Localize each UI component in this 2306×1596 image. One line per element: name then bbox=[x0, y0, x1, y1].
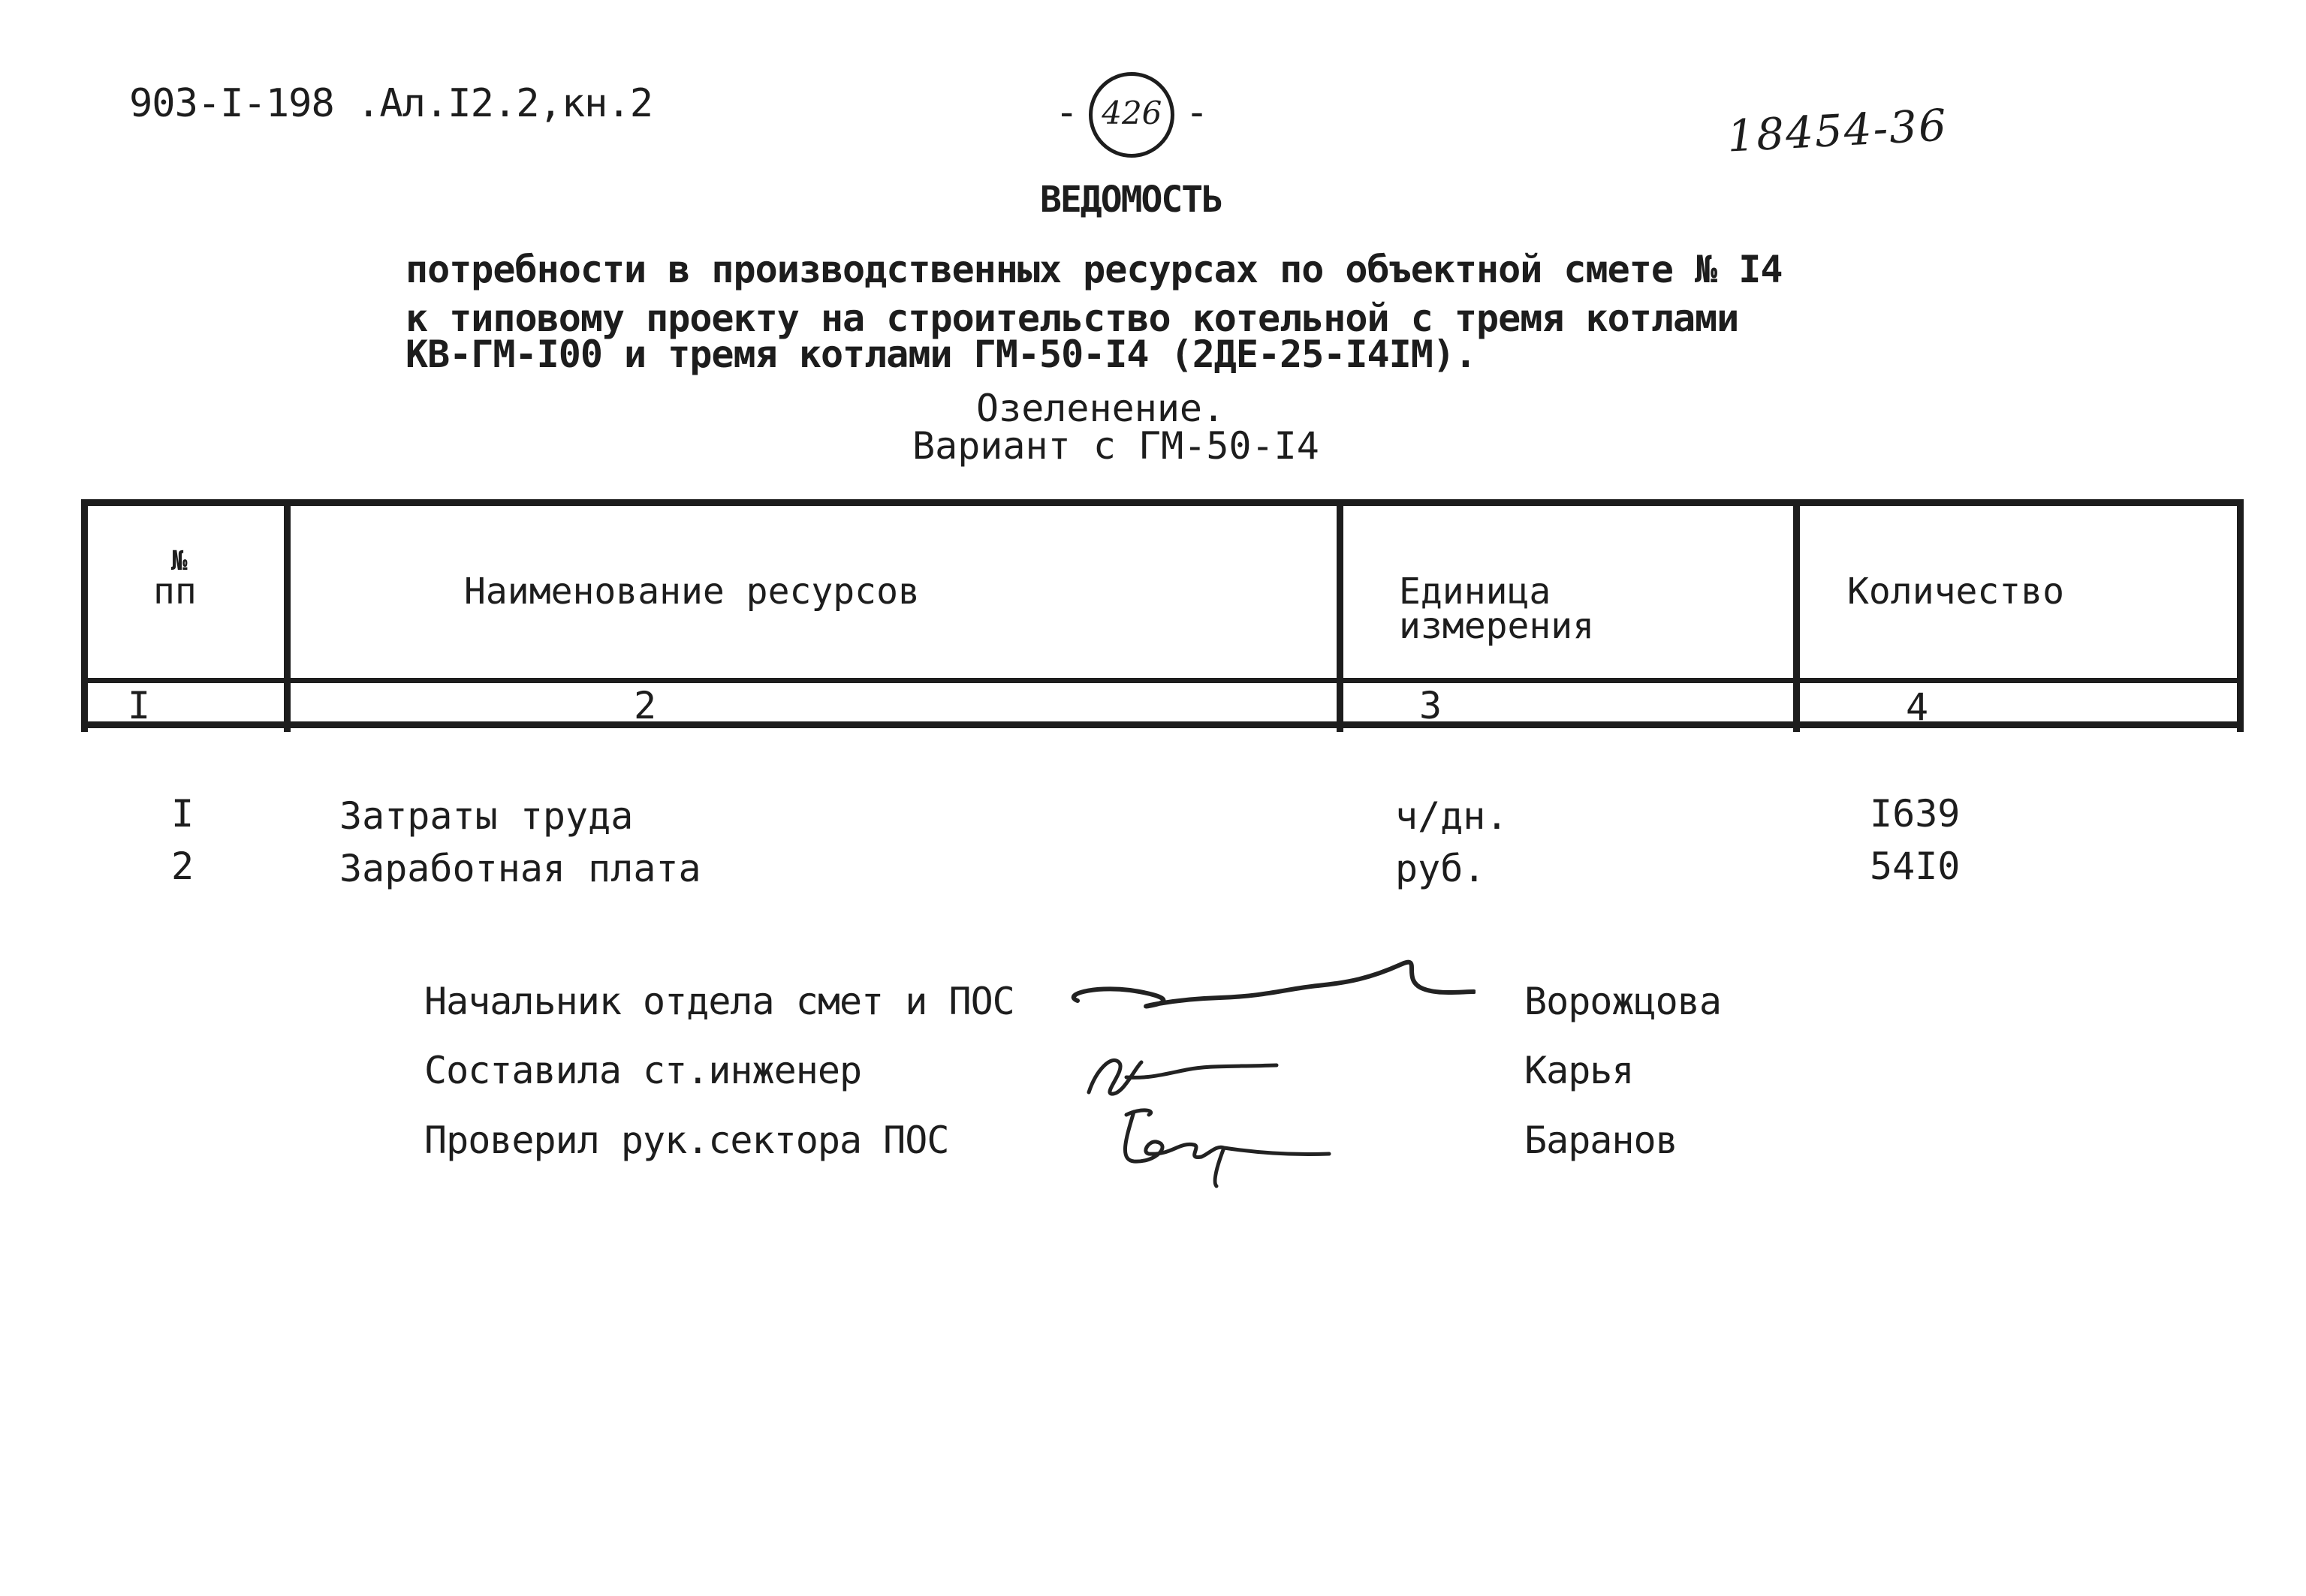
header-unit-line1: Единица bbox=[1399, 571, 1551, 613]
col-number-1: I bbox=[128, 684, 151, 727]
signatory-role: Составила ст.инженер bbox=[424, 1049, 862, 1092]
table-left-border bbox=[81, 499, 88, 732]
resources-table-header bbox=[81, 499, 2244, 732]
title-line-3: КВ-ГМ-I00 и тремя котлами ГМ-50-I4 (2ДЕ-25-I4IМ). bbox=[405, 333, 1477, 376]
col-number-3: 3 bbox=[1419, 684, 1442, 727]
col-divider-3 bbox=[1793, 499, 1800, 732]
archive-number: 18454-36 bbox=[1726, 99, 1949, 162]
header-num-symbol: № bbox=[171, 546, 188, 577]
row-name: Затраты труда bbox=[339, 794, 634, 838]
row-quantity: 54I0 bbox=[1870, 845, 1961, 888]
header-unit-line2: измерения bbox=[1399, 605, 1595, 647]
signature-3-handwritten bbox=[1104, 1100, 1344, 1190]
signature-1-handwritten bbox=[1047, 942, 1476, 1032]
row-unit: руб. bbox=[1395, 847, 1486, 890]
signature-2-handwritten bbox=[1081, 1040, 1292, 1107]
title-line-2: к типовому проекту на строительство котельной с тремя котлами bbox=[405, 297, 1739, 340]
dash-right: - bbox=[1185, 90, 1209, 135]
signatory-role: Проверил рук.сектора ПОС bbox=[424, 1119, 949, 1162]
page-number-block bbox=[1055, 72, 1209, 158]
header-name: Наименование ресурсов bbox=[464, 571, 920, 613]
row-name: Заработная плата bbox=[339, 847, 701, 890]
col-number-2: 2 bbox=[634, 684, 657, 727]
variant-line: Вариант с ГМ-50-I4 bbox=[912, 424, 1319, 468]
row-num: 2 bbox=[171, 845, 194, 888]
col-number-4: 4 bbox=[1906, 685, 1929, 729]
table-header-divider bbox=[81, 678, 2244, 683]
row-quantity: I639 bbox=[1870, 792, 1961, 836]
table-right-border bbox=[2237, 499, 2244, 732]
header-quantity: Количество bbox=[1847, 571, 2064, 613]
signatory-name: Ворожцова bbox=[1524, 980, 1721, 1023]
title-line-2-3 bbox=[405, 297, 1739, 376]
signatory-name: Карья bbox=[1524, 1049, 1634, 1092]
row-unit: ч/дн. bbox=[1395, 794, 1509, 838]
row-num: I bbox=[171, 792, 194, 836]
section-name: Озеленение. bbox=[976, 387, 1225, 430]
title-line-1: потребности в производственных ресурсах по объектной смете № I4 bbox=[405, 248, 1783, 291]
signatory-name: Баранов bbox=[1524, 1119, 1678, 1162]
document-code: 903-I-198 .Ал.I2.2,кн.2 bbox=[129, 81, 653, 126]
table-top-border bbox=[81, 499, 2244, 506]
document-title: ВЕДОМОСТЬ bbox=[1040, 179, 1222, 221]
signatory-role: Начальник отдела смет и ПОС bbox=[424, 980, 1014, 1023]
dash-left: - bbox=[1055, 90, 1079, 135]
page-number: 426 bbox=[1089, 72, 1174, 158]
col-divider-1 bbox=[284, 499, 291, 732]
col-divider-2 bbox=[1337, 499, 1343, 732]
header-num-label: пп bbox=[153, 571, 197, 613]
